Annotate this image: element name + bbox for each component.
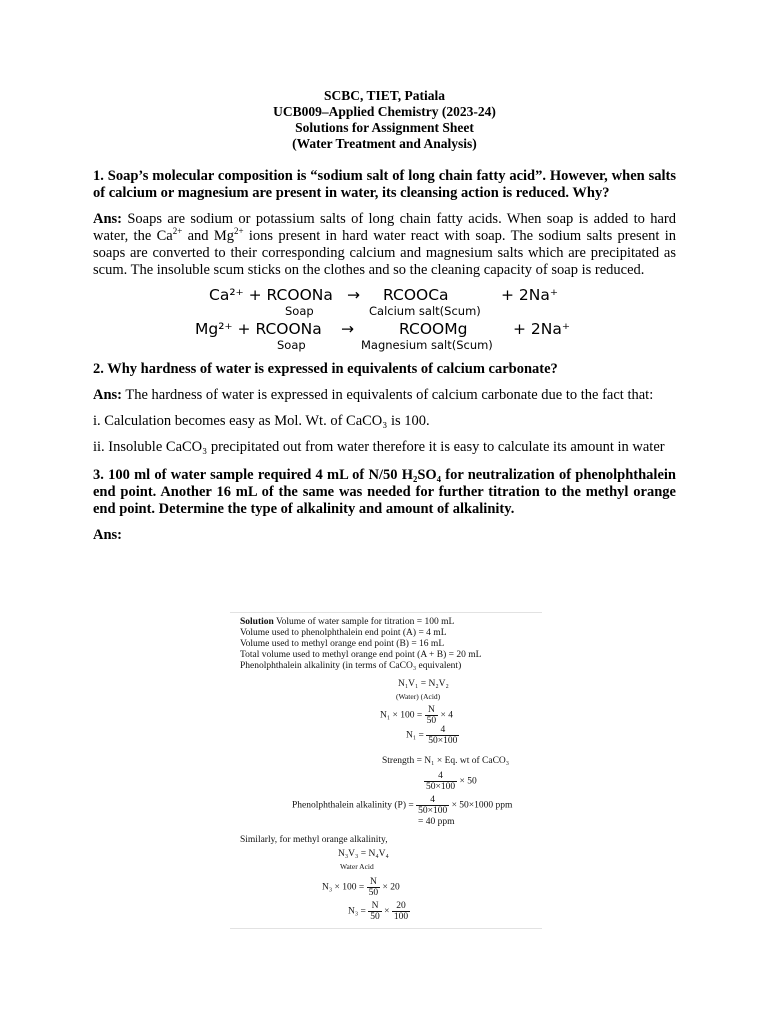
header-course: UCB009–Applied Chemistry (2023-24) xyxy=(273,104,496,119)
solution-figure: Solution Volume of water sample for titration = 100 mL Volume used to phenolphthalein end point (A) = 4 mL Volume used to methyl orange end point (B) = 16 mL Total volume used to methyl orange end point (A + B) = 20 mL Phenolphthalein alkalinity (in terms of CaCO₃ equivalent) N₁V₁ = N₂V₂ (Water) (Acid) N₁ × 100 = $\frac{N}{50}$ × 4 N₁ = $\frac{4}{50\times 100}$ Strength = N₁ × Eq. wt of CaCO₃ $\frac{4}{50\times 100}$ × 50 Phenolphthalein alkalinity (P) = $\frac{4}{50\times 100}$ × 50×1000 ppm = 40 ppm Similarly, for methyl orange alkalinity, N₃V₃ = N₄V₄ Water Acid N₃ × 100 = $\frac{N}{50}$ × 20 N₃ = $\frac{N}{50}$ × $\frac{20}{100}$ xyxy=(230,612,542,929)
answer-2-point-2: ii. Insoluble CaCO₃ precipitated out from water therefore it is easy to calculate its amount in water xyxy=(93,439,665,455)
question-2: 2. Why hardness of water is expressed in equivalents of calcium carbonate? xyxy=(93,361,558,377)
question-1: 1. Soap’s molecular composition is “sodium salt of long chain fatty acid”. However, when salts of calcium or magnesium are present in water, its cleansing action is reduced. Why? xyxy=(93,168,676,201)
header-institution: SCBC, TIET, Patiala xyxy=(323,88,446,103)
header-topic: (Water Treatment and Analysis) xyxy=(292,136,477,151)
answer-3-label: Ans: xyxy=(93,527,123,543)
equation-magnesium: Mg²⁺ + RCOONa → RCOOMg + 2Na⁺ Soap Magnesium salt(Scum) xyxy=(195,320,571,352)
equation-calcium: Ca²⁺ + RCOONa → RCOOCa + 2Na⁺ Soap Calcium salt(Scum) xyxy=(209,286,559,318)
document-page xyxy=(93,88,676,544)
document-header xyxy=(93,88,676,152)
answer-2: Ans: The hardness of water is expressed in equivalents of calcium carbonate due to the fact that: xyxy=(93,387,654,403)
answer-2-point-1: i. Calculation becomes easy as Mol. Wt. of CaCO₃ is 100. xyxy=(93,413,430,429)
answer-1: Ans: Soaps are sodium or potassium salts of long chain fatty acids. When soap is added to hard water, the $Ca^{2+}$ and $Mg^{2+}$ ions present in hard water react with soap. The sodium salts present in soaps are converted to their corresponding calcium and magnesium salts which are precipitated as scum. The insoluble scum sticks on the clothes and so the cleaning capacity of soap is reduced. xyxy=(93,211,676,278)
answer-label: Ans: xyxy=(93,211,123,227)
question-3: 3. 100 ml of water sample required 4 mL of N/50 H₂SO₄ for neutralization of phenolphthalein end point. Another 16 mL of the same was needed for further titration to the methyl orange end point. Determine the type of alkalinity and amount of alkalinity. xyxy=(93,467,676,517)
header-title: Solutions for Assignment Sheet xyxy=(295,120,474,135)
